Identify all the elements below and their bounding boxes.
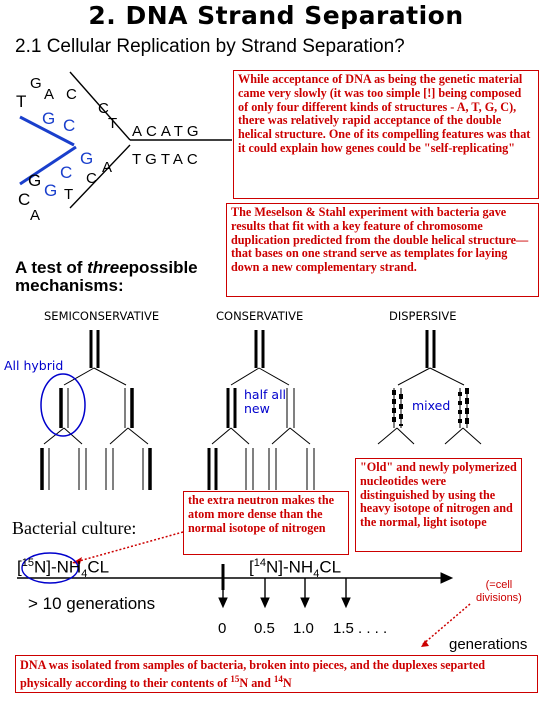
page-title: 2. DNA Strand Separation (88, 1, 464, 30)
dispersive-tree (378, 330, 481, 444)
n15-sub: 4 (81, 568, 88, 581)
isolation-post: N (282, 675, 292, 690)
hybrid-circle (41, 374, 85, 436)
n15-medium-label (17, 557, 109, 580)
base-bottom-4: C (86, 170, 97, 187)
duplex-bottom-seq: TGTAC (132, 151, 202, 168)
label-all-hybrid: All hybrid (4, 358, 64, 373)
gen-label-1: 0.5 (254, 620, 275, 637)
base-top-6: C (63, 116, 76, 135)
n15-sup: 15 (21, 557, 34, 569)
n14-pre: [ (249, 557, 254, 577)
base-bottom-6: T (64, 186, 74, 203)
n15-tail: CL (87, 557, 110, 577)
base-bottom-8: A (30, 207, 41, 224)
label-half-all-new-2: new (244, 401, 270, 417)
gen-label-2: 1.0 (293, 620, 314, 637)
base-top-4: C (98, 100, 109, 117)
gen-label-0: 0 (218, 620, 227, 637)
base-bottom-1: A (102, 159, 113, 176)
n14-sub: 4 (313, 568, 320, 581)
cell-div-1: (=cell (485, 579, 513, 591)
gen-label-3: 1.5 (333, 620, 354, 637)
note-isolation (15, 655, 538, 693)
label-half-all-new (244, 388, 286, 417)
label-mixed: mixed (412, 398, 451, 413)
label-half-all-new-1: half all (244, 387, 287, 402)
n14-sup: 14 (253, 557, 266, 569)
isolation-pre: DNA was isolated from samples of bacteria, broken into pieces, and the duplexes separted physically according to their contents of (20, 658, 486, 690)
semiconservative-tree (41, 330, 150, 490)
test-heading-emph: three (87, 258, 129, 277)
base-top-3: T (16, 92, 27, 111)
n14-tail: CL (319, 557, 342, 577)
base-bottom-5: G (44, 181, 58, 200)
note-acceptance: While acceptance of DNA as being the genetic material came very slowly (it was too simple [!] being composed of only four different kinds of structures - A, T, G, C), there was relatively rapid acceptance of the double helical structure. One of its compelling features was that it could explain how genes could be "self-replicating" (233, 70, 539, 199)
isolation-15: 15 (230, 673, 240, 684)
base-bottom-0: G (80, 149, 94, 168)
cell-divisions-note (476, 579, 522, 605)
duplex-top-seq: ACATG (132, 123, 203, 140)
gen10-label: > 10 generations (28, 594, 156, 613)
label-conservative: CONSERVATIVE (216, 309, 304, 323)
section-subtitle: 2.1 Cellular Replication by Strand Separation? (15, 36, 405, 57)
label-semiconservative: SEMICONSERVATIVE (44, 309, 160, 323)
test-heading (15, 259, 198, 295)
test-heading-pre: A test of (15, 258, 88, 277)
note-neutron: the extra neutron makes the atom more dense than the normal isotope of nitrogen (183, 491, 349, 555)
base-top-7: T (108, 115, 118, 132)
gen-label-dots: . . . . (358, 620, 388, 637)
bacterial-culture-label: Bacterial culture: (12, 518, 137, 538)
base-top-0: G (30, 75, 42, 92)
test-heading-line2: mechanisms: (15, 275, 124, 295)
base-top-5: G (42, 109, 56, 128)
generations-word: generations (449, 636, 528, 653)
n15-post: N]-NH (33, 557, 82, 577)
n14-post: N]-NH (265, 557, 314, 577)
base-top-2: C (66, 86, 77, 103)
isolation-mid: N and (239, 675, 274, 690)
fork-bottom-arm-line (70, 145, 130, 208)
note-meselson-stahl: The Meselson & Stahl experiment with bacteria gave results that fit with a key feature of chromosome duplication predicted from the double helical structure—that bases on one strand serve as templates for laying down a new complementary strand. (226, 203, 539, 297)
test-heading-post: possible (128, 258, 198, 277)
base-top-1: A (44, 86, 55, 103)
n14-medium-label (249, 557, 341, 580)
note-old-new: "Old" and newly polymerized nucleotides were distinguished by using the heavy isotope of nitrogen and the normal, light isotope (355, 458, 522, 552)
isolation-14: 14 (273, 673, 283, 684)
base-bottom-2: G (28, 171, 42, 190)
replication-fork (16, 72, 232, 224)
base-bottom-3: C (60, 163, 73, 182)
label-dispersive: DISPERSIVE (389, 309, 457, 323)
cell-div-2: divisions) (476, 592, 522, 605)
base-bottom-7: C (18, 190, 31, 209)
n15-pre: [ (17, 557, 22, 577)
